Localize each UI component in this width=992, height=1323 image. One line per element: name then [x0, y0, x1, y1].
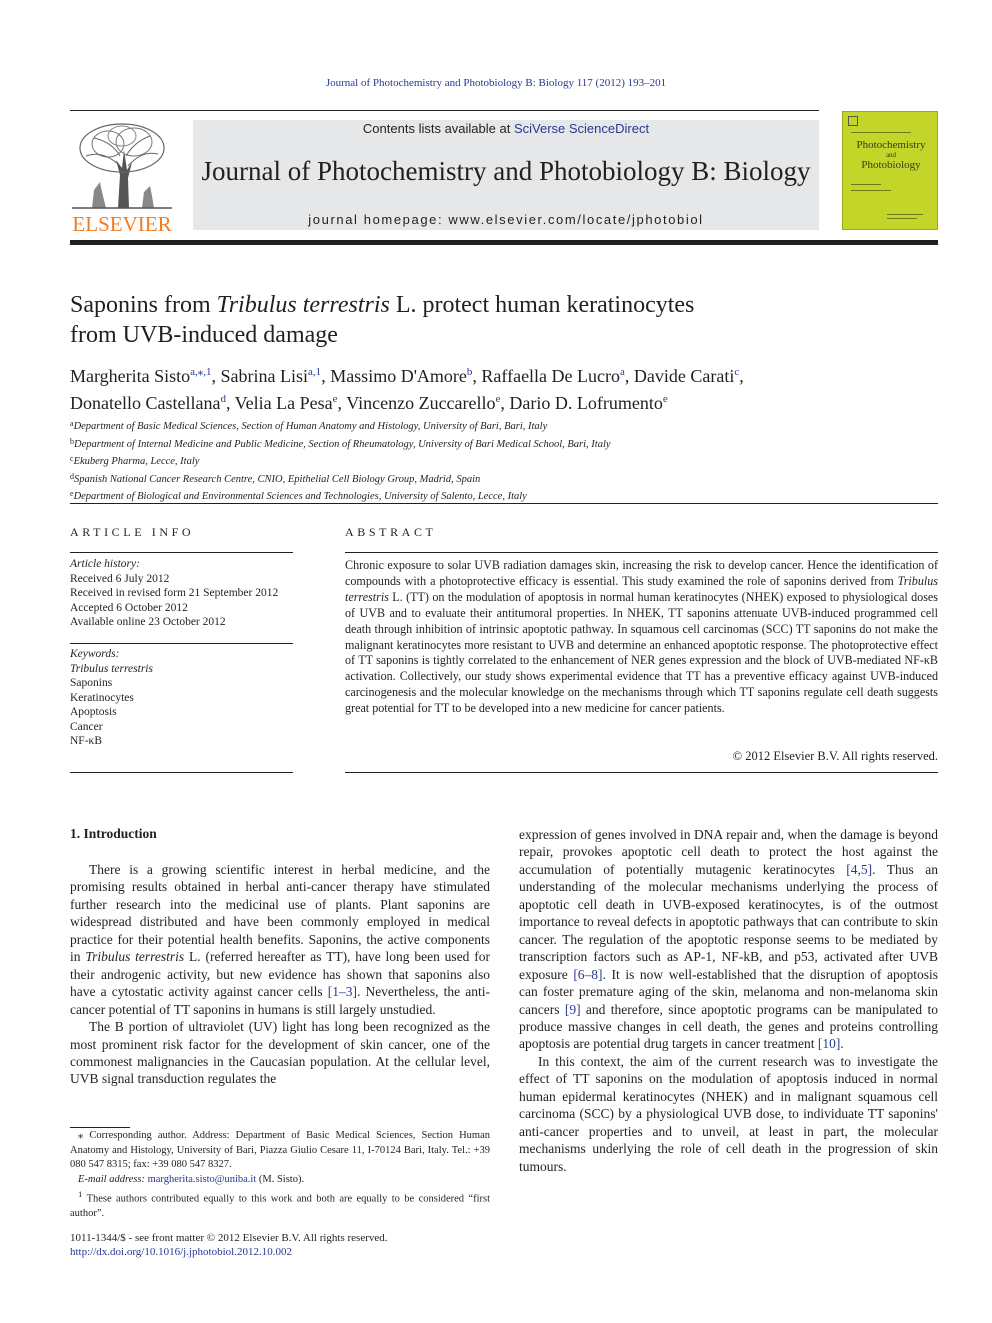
- contents-line: [193, 121, 819, 136]
- author-sep: ,: [472, 366, 482, 386]
- footnote-rule: [70, 1127, 130, 1128]
- author-sep: ,: [337, 393, 347, 413]
- abstract-rule: [345, 552, 938, 553]
- section-heading-introduction: 1. Introduction: [70, 826, 157, 841]
- abstract-rule: [345, 772, 938, 773]
- keyword: Saponins: [70, 677, 113, 689]
- keyword: NF-κB: [70, 735, 102, 747]
- footnote-email: E-mail address: margherita.sisto@uniba.it (M. Sisto).: [78, 1173, 305, 1185]
- body-column-left: [70, 861, 490, 1088]
- cover-logo-icon: [848, 116, 858, 126]
- author-sep: ,: [211, 366, 221, 386]
- author-sep: ,: [321, 366, 331, 386]
- abstract-text: Chronic exposure to solar UVB radiation damages skin, increasing the risk to develop cancer. Hence the identification of compounds with a photoprotective efficacy is essential. This study examined the role of saponins derived from Tribulus terrestris L. (TT) on the modulation of apoptosis in normal human keratinocytes (NHEK) exposed to physiological doses of UVB and to evaluate their antitumoral properties. In NHEK, TT saponins attenuate UVB-induced programmed cell death through inhibition of intrinsic apoptotic pathway. In squamous cell carcinomas (SCC) TT saponins do not make the malignant keratinocytes more resistant to UVB and determine an enhanced apoptotic response. The photoprotective effect of TT saponins is tightly correlated to the enhancement of NER genes expression and the block of UVB-mediated NF-κB activation. Collectively, our study shows experimental evidence that TT has a preventive efficacy against UVB-induced carcinogenesis and the molecular knowledge on the mechanisms through which TT saponins regulate cell death suggests great potential for TT to be developed into a new medicine for cancer patients.: [345, 558, 938, 716]
- author[interactable]: Vincenzo Zuccarello$^e$: [346, 393, 501, 413]
- keywords: [70, 647, 300, 749]
- affiliation: $^d$Spanish National Cancer Research Centre, CNIO, Epithelial Cell Biology Group, Madrid, Spain: [70, 471, 481, 485]
- doi-link[interactable]: http://dx.doi.org/10.1016/j.jphotobiol.2012.10.002: [70, 1246, 292, 1258]
- paragraph: expression of genes involved in DNA repair and, when the damage is beyond repair, provokes apoptotic cell death to protect the host against the accumulation of potentially mutagenic keratinocytes [4,5]. Thus an understanding of the molecular mechanisms underlying the process of apoptotic cell death in UVB-exposed keratinocytes, is of the outmost importance to reveal defects in apoptotic pathways that can contribute to skin cancer. The regulation of the apoptotic response seems to be mediated by transcription factors such as AP-1, NF-kB, and p53, activated after UVB exposure [6–8]. It is now well-established that the disruption of apoptosis can foster premature aging of the skin, melanoma and non-melanoma skin cancers [9] and therefore, since apoptotic programs can be manipulated to produce massive changes in cell death, the genes and proteins controlling apoptosis are potential drug targets in cancer treatment [10].: [519, 827, 939, 1052]
- keyword: Cancer: [70, 720, 103, 733]
- publication-info: [70, 1231, 490, 1259]
- article-info-rule: [70, 552, 293, 553]
- elsevier-logo[interactable]: [70, 120, 174, 236]
- author[interactable]: Massimo D'Amore$^b$: [330, 366, 473, 386]
- copyright-notice: © 2012 Elsevier B.V. All rights reserved.: [732, 749, 938, 763]
- history-item: Received 6 July 2012: [70, 572, 170, 585]
- section-rule: [70, 503, 938, 504]
- cover-title-line1: Photochemistry: [856, 139, 926, 151]
- author-sep: ,: [225, 393, 235, 413]
- paragraph: In this context, the aim of the current research was to investigate the effect of TT saponins on the modulation of apoptosis induced in normal human epidermal keratinocytes (NHEK) and in malignant squamous cell carcinoma (SCC) by a physiological UVB dose, to individuate TT saponins' anti-cancer properties and to unveil, at least in part, the molecular mechanisms underlying the role of cell death in the progression of skin tumours.: [519, 1053, 938, 1174]
- body-column-right: [519, 826, 938, 1175]
- title-species: Tribulus terrestris: [216, 292, 390, 318]
- author[interactable]: Sabrina Lisi$^{a,1}$: [220, 366, 322, 386]
- citation-link[interactable]: [1–3]: [327, 984, 357, 1000]
- affiliation: $^e$Department of Biological and Environmental Sciences and Technologies, University of Salento, Lecce, Italy: [70, 489, 527, 502]
- title-text: from UVB-induced damage: [70, 322, 338, 348]
- cover-rule: [887, 218, 917, 219]
- title-text: Saponins from: [70, 292, 217, 318]
- author[interactable]: Raffaella De Lucro$^a$: [481, 366, 625, 386]
- article-info-heading: ARTICLE INFO: [70, 525, 195, 539]
- footnotes: [70, 1129, 490, 1222]
- author-sep: ,: [624, 366, 634, 386]
- author-sep: ,: [500, 393, 510, 413]
- journal-homepage-link[interactable]: journal homepage: www.elsevier.com/locate/jphotobiol: [308, 212, 704, 227]
- cover-rule: [851, 132, 911, 133]
- keyword: Tribulus terrestris: [70, 662, 153, 675]
- keyword: Keratinocytes: [70, 691, 134, 704]
- paragraph: The B portion of ultraviolet (UV) light has long been recognized as the most prominent risk factor for the development of skin cancer, one of the commonest malignancies in the Caucasian population. At the cellular level, UVB signal transduction regulates the: [70, 1019, 490, 1087]
- journal-citation[interactable]: Journal of Photochemistry and Photobiology B: Biology 117 (2012) 193–201: [325, 77, 667, 89]
- affiliation: $^a$Department of Basic Medical Sciences, Section of Human Anatomy and Histology, University of Bari, Bari, Italy: [70, 419, 548, 432]
- affiliation-list: [70, 417, 940, 505]
- elsevier-wordmark: ELSEVIER: [72, 212, 172, 236]
- author-sep: ,: [739, 366, 744, 386]
- email-link[interactable]: margherita.sisto@uniba.it: [147, 1173, 257, 1185]
- author[interactable]: Donatello Castellana$^d$: [70, 393, 226, 413]
- abstract-heading: ABSTRACT: [345, 525, 437, 539]
- article-history: [70, 557, 300, 630]
- cover-rule: [851, 184, 881, 185]
- history-label: Article history:: [70, 558, 140, 570]
- citation-link[interactable]: [4,5]: [846, 861, 873, 877]
- header-rule: [70, 110, 819, 111]
- journal-cover-thumbnail[interactable]: [842, 111, 938, 230]
- sciencedirect-link[interactable]: SciVerse ScienceDirect: [513, 121, 650, 136]
- history-item: Accepted 6 October 2012: [70, 601, 188, 614]
- cover-rule: [851, 190, 891, 191]
- cover-rule: [887, 214, 923, 215]
- citation-link[interactable]: [10]: [817, 1036, 841, 1052]
- issn-line: 1011-1344/$ - see front matter © 2012 Elsevier B.V. All rights reserved.: [70, 1232, 388, 1244]
- citation-link[interactable]: [6–8]: [573, 966, 603, 982]
- footnote-corresponding: ⁎ Corresponding author. Address: Department of Basic Medical Sciences, Section Human Anatomy and Histology, University of Bari, Piazza Giulio Cesare 11, I-70124 Bari, Italy. Tel.: +39 080 547 8315; fax: +39 080 547 8327.: [70, 1130, 490, 1171]
- author[interactable]: Davide Carati$^c$: [633, 366, 740, 386]
- header-thick-rule: [70, 240, 938, 245]
- elsevier-tree-icon: [72, 120, 172, 210]
- citation-link[interactable]: [9]: [564, 1001, 581, 1017]
- journal-banner: [193, 120, 819, 230]
- footnote-equal-contribution: $^1$ These authors contributed equally to this work and both are equally to be considered “first author”.: [70, 1189, 491, 1220]
- author[interactable]: Margherita Sisto$^{a,⁎,1}$: [70, 366, 212, 386]
- cover-title: [847, 138, 935, 172]
- journal-name: Journal of Photochemistry and Photobiology B: Biology: [201, 156, 811, 186]
- author-list: [70, 361, 940, 415]
- article-info-rule: [70, 772, 293, 773]
- paragraph: There is a growing scientific interest in herbal medicine, and the promising results obtained in herbal anti-cancer therapy have stimulated further research into the medicinal use of plants. Plant saponins are widespread distributed and have been commonly employed in medical practice for their potential health benefits. Saponins, the active components in Tribulus terrestris L. (referred hereafter as TT), have long been used for their androgenic activity, but new evidence has shown that saponins also have a cytostatic activity against cancer cells [1–3]. Nevertheless, the anti-cancer potential of TT saponins in humans is still largely unstudied.: [70, 862, 491, 1017]
- contents-prefix: Contents lists available at: [362, 121, 514, 136]
- cover-title-line3: Photobiology: [861, 159, 921, 171]
- article-info-rule: [70, 643, 293, 644]
- affiliation: $^b$Department of Internal Medicine and Public Medicine, Section of Rheumatology, University of Bari Medical School, Bari, Italy: [70, 436, 611, 450]
- article-title: [70, 290, 930, 350]
- history-item: Available online 23 October 2012: [70, 616, 226, 628]
- affiliation: $^c$Ekuberg Pharma, Lecce, Italy: [70, 454, 200, 467]
- keywords-label: Keywords:: [70, 648, 120, 660]
- author[interactable]: Velia La Pesa$^e$: [234, 393, 338, 413]
- history-item: Received in revised form 21 September 2012: [70, 587, 279, 599]
- keyword: Apoptosis: [70, 706, 117, 718]
- title-text: L. protect human keratinocytes: [389, 292, 695, 318]
- cover-title-line2: and: [885, 151, 897, 159]
- author[interactable]: Dario D. Lofrumento$^e$: [509, 393, 668, 413]
